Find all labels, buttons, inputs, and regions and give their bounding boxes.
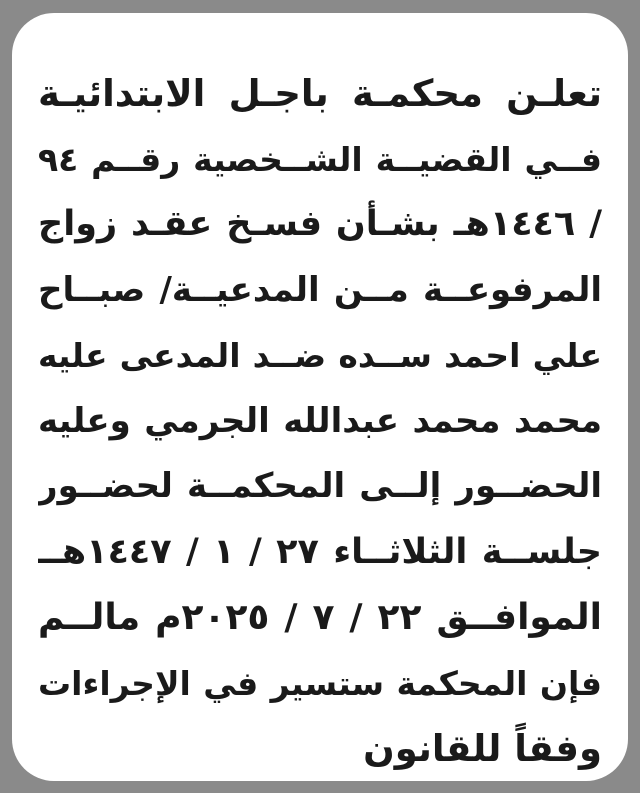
notice-line: محمد محمد عبدالله الجرمي وعليه: [38, 400, 602, 441]
notice-line: جلســة الثلاثــاء ٢٧ / ١ / ١٤٤٧هــ: [38, 531, 602, 572]
notice-line: علي احمد ســده ضــد المدعى عليه: [38, 336, 602, 375]
notice-line: / ١٤٤٦هـ بشـأن فسـخ عقـد زواج: [38, 204, 602, 244]
notice-line: المرفوعــة مــن المدعيــة/ صبــاح: [38, 269, 602, 310]
notice-line: فــي القضيــة الشــخصية رقــم ٩٤: [38, 139, 602, 179]
notice-line: تعلـن محكمـة باجـل الابتدائيـة: [38, 72, 602, 115]
notice-line: الموافــق ٢٢ / ٧ / ٢٠٢٥م مالــم: [38, 597, 602, 638]
notice-line: الحضــور إلــى المحكمــة لحضــور: [38, 466, 602, 506]
notice-line: فإن المحكمة ستسير في الإجراءات: [38, 663, 602, 703]
court-notice: [12, 13, 628, 781]
notice-line-last: وفقاً للقانون: [363, 727, 602, 770]
